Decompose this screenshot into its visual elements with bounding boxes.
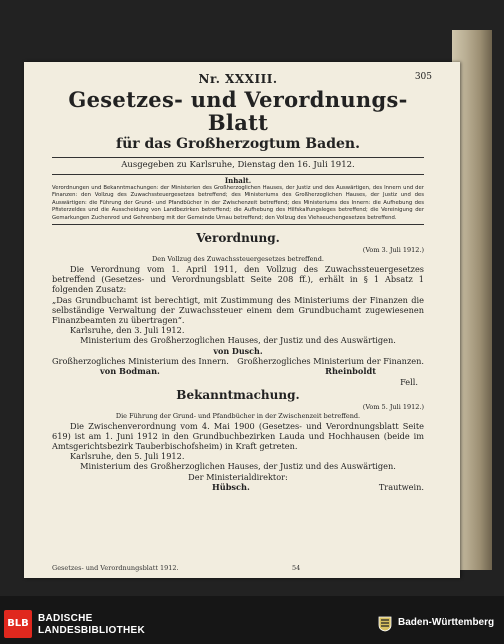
blb-name [38,613,145,637]
bekanntmachung-subject: Die Führung der Grund- und Pfandbücher in der Zwischenzeit betreffend. [115,411,361,420]
table-of-contents [52,174,424,225]
verordnung-countersign: Fell. [400,376,418,387]
bekanntmachung-date: (Vom 5. Juli 1912.) [362,402,424,411]
verordnung-date: (Vom 3. Juli 1912.) [362,246,424,255]
verordnung-quote: „Das Grundbuchamt ist berechtigt, mit Zustimmung des Ministeriums der Finanzen die selbständige Verwaltung der Zuwachssteuer einem dem Grundbuchamt zugewiesenen Finanzbeamten zu übertragen“. [52,294,424,326]
document-page [24,62,460,578]
bekanntmachung-date-row [52,402,424,412]
director-title: Der Ministerialdirektor: [188,471,288,482]
page-content [52,72,432,492]
verordnung-place-date: Karlsruhe, den 3. Juli 1912. [70,325,185,336]
countersign-row [52,376,424,386]
divider [52,157,424,158]
verordnung-date-row [52,245,424,255]
bekanntmachung-heading: Bekanntmachung. [176,387,300,402]
page-footer [52,564,424,572]
toc-heading: Inhalt. [224,176,252,185]
signer-finance: Rheinboldt [325,365,376,376]
blb-logo: BLB [4,610,32,638]
blb-name-line2: LANDESBIBLIOTHEK [38,625,146,636]
bw-name: Baden-Württemberg [398,617,495,628]
issue-date: Ausgegeben zu Karlsruhe, Dienstag den 16. Juli 1912. [121,160,355,170]
bekanntmachung-section [52,388,424,492]
signers-row [52,366,424,376]
verordnung-paragraph: Die Verordnung vom 1. April 1911, den Vollzug des Zuwachssteuergesetzes betreffend (Gesetzes- und Verordnungsblatt Seite 208 ff.), erhält in § 1 Absatz 1 folgenden Zusatz: [52,264,424,295]
ministry-interior: Großherzogliches Ministerium des Innern. [52,355,229,366]
verordnung-heading: Verordnung. [196,231,280,246]
footer-sheet-number: 54 [292,564,301,572]
blb-name-line1: BADISCHE [38,613,93,624]
verordnung-section [52,231,424,386]
journal-subtitle: für das Großherzogtum Baden. [116,136,360,152]
ministries-row [52,356,424,366]
bekanntmachung-place-date: Karlsruhe, den 5. Juli 1912. [70,451,185,462]
director-name: Hübsch. [212,481,250,492]
signer-interior: von Bodman. [100,365,160,376]
issue-number: Nr. XXXIII. [198,72,278,86]
journal-title: Gesetzes- und Verordnungs-Blatt [68,87,408,135]
toc-text: Verordnungen und Bekanntmachungen: der Ministerien des Großherzoglichen Hauses, der Justiz und des Auswärtigen, des Innern und der Finanzen: den Vollzug des Zuwachssteuergesetzes betreffend; des Ministeriums des Großherzoglichen Hauses, der Justiz und des Auswärtigen: die Führung der Grund- und Pfandbücher in der Zwischenzeit betreffend; des Ministeriums des Innern: die Aufhebung des Pfisterzeldes und die Ausscheidung von Landbezirken betreffend; die Aufhebung des Hilfskalfungsleges betreffend; die Vereinigung der Gemarkungen Zuchenrod und Gehrenberg mit der Gemeinde Urnau betreffend; den Vollzug des Viehseuchengesetzes betreffend. [52,185,424,221]
verordnung-signer: von Dusch. [213,345,263,356]
bekanntmachung-countersign: Trautwein. [378,481,424,492]
bekanntmachung-paragraph: Die Zwischenverordnung vom 4. Mai 1900 (Gesetzes- und Verordnungsblatt Seite 619) ist am 1. Juni 1912 in den Grundbuchbezirken Lauda und Hochhausen (beide im Amtsgerichtsbezirk Tauberbischofsheim) in Kraft getreten. [52,420,424,452]
verordnung-ministry: Ministerium des Großherzoglichen Hauses, der Justiz und des Auswärtigen. [80,335,396,346]
library-branding-bar [0,596,504,644]
page-header [52,72,432,88]
bekanntmachung-ministry: Ministerium des Großherzoglichen Hauses, der Justiz und des Auswärtigen. [80,461,396,472]
bw-coat-of-arms-icon [378,616,392,632]
footer-journal: Gesetzes- und Verordnungsblatt 1912. [52,564,179,572]
director-row [52,482,424,492]
ministry-finance: Großherzogliches Ministerium der Finanzen. [237,355,424,366]
verordnung-subject: Den Vollzug des Zuwachssteuergesetzes betreffend. [152,255,324,264]
page-number: 305 [414,72,432,82]
